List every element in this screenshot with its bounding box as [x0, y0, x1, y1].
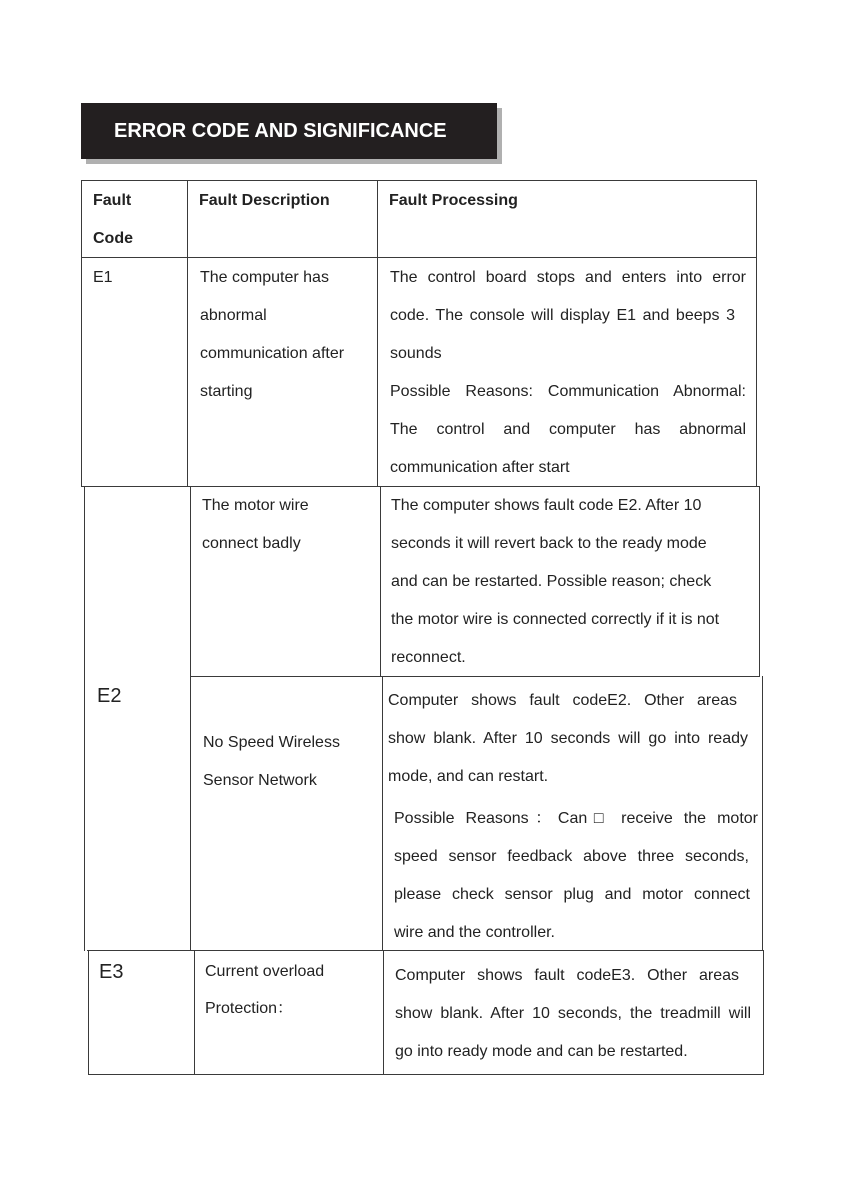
table-line: [187, 180, 188, 487]
fault-processing-line: The control and computer has abnormal: [390, 421, 746, 438]
table-line: [190, 486, 191, 951]
fault-processing-line: go into ready mode and can be restarted.: [395, 1043, 688, 1060]
table-line: [194, 950, 195, 1075]
fault-description-line: Sensor Network: [203, 772, 317, 789]
fault-processing-line: show blank. After 10 seconds will go into ready: [388, 730, 748, 747]
fault-processing-line: The control board stops and enters into error: [390, 269, 746, 286]
fault-code-e2: E2: [97, 685, 122, 707]
page-title: ERROR CODE AND SIGNIFICANCE: [81, 103, 497, 159]
table-line: [84, 486, 85, 951]
table-line: [759, 486, 760, 677]
table-line: [382, 676, 383, 951]
fault-description-line: The motor wire: [202, 497, 309, 514]
header-fault-description: Fault Description: [199, 192, 330, 209]
fault-processing-line: Computer shows fault codeE3. Other areas: [395, 967, 739, 984]
fault-processing-line: wire and the controller.: [394, 924, 555, 941]
table-line: [88, 1074, 764, 1075]
table-line: [380, 486, 381, 677]
fault-code-e3: E3: [99, 961, 124, 983]
fault-processing-line: the motor wire is connected correctly if it is not: [391, 611, 720, 628]
table-line: [756, 180, 757, 487]
fault-processing-line: The computer shows fault code E2. After 10: [391, 497, 702, 514]
header-fault-processing: Fault Processing: [389, 192, 518, 209]
table-line: [763, 950, 764, 1075]
fault-processing-line: Possible Reasons: Communication Abnormal:: [390, 383, 746, 400]
fault-processing-line: seconds it will revert back to the ready mode: [391, 535, 707, 552]
table-line: [190, 676, 760, 677]
table-line: [377, 180, 378, 487]
fault-description-line: connect badly: [202, 535, 301, 552]
fault-description-line: abnormal: [200, 307, 267, 324]
fault-code-e1: E1: [93, 269, 113, 286]
table-line: [762, 676, 763, 951]
header-fault-code: Code: [93, 230, 133, 247]
fault-description-line: No Speed Wireless: [203, 734, 340, 751]
fault-processing-line: code. The console will display E1 and beeps 3: [390, 307, 735, 324]
fault-processing-line: Possible Reasons：Can□ receive the motor: [394, 810, 758, 827]
fault-processing-line: Computer shows fault codeE2. Other areas: [388, 692, 737, 709]
fault-processing-line: please check sensor plug and motor connect: [394, 886, 750, 903]
table-line: [81, 180, 82, 487]
fault-processing-line: show blank. After 10 seconds, the treadmill will: [395, 1005, 751, 1022]
fault-description-line: communication after: [200, 345, 345, 362]
table-line: [383, 950, 384, 1075]
fault-description-line: Protection：: [205, 1000, 294, 1017]
fault-description-line: The computer has: [200, 269, 329, 286]
fault-description-line: starting: [200, 383, 253, 400]
fault-processing-line: communication after start: [390, 459, 570, 476]
table-line: [81, 257, 757, 258]
fault-processing-line: sounds: [390, 345, 442, 362]
fault-processing-line: mode, and can restart.: [388, 768, 549, 785]
fault-processing-line: speed sensor feedback above three seconds,: [394, 848, 749, 865]
fault-description-line: Current overload: [205, 963, 325, 980]
fault-processing-line: reconnect.: [391, 649, 466, 666]
fault-processing-line: and can be restarted. Possible reason; check: [391, 573, 712, 590]
header-fault-code: Fault: [93, 192, 132, 209]
table-line: [88, 950, 89, 1075]
table-line: [81, 180, 757, 181]
